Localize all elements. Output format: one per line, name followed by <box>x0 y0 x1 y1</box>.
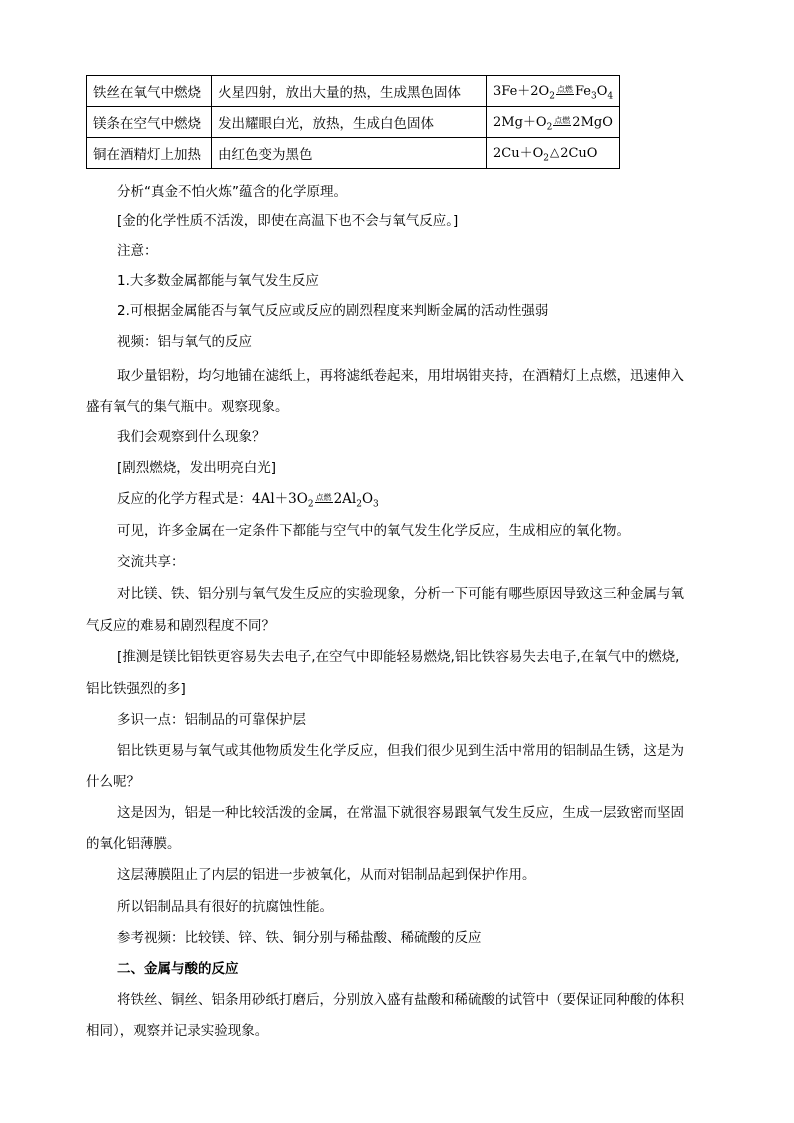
eq-rhs: 2CuO <box>560 146 598 162</box>
phenomenon-cell: 由红色变为黑色 <box>212 138 487 169</box>
equation-cell <box>487 138 620 169</box>
paragraph: 将铁丝、铜丝、铝条用砂纸打磨后，分别放入盛有盐酸和稀硫酸的试管中（要保证同种酸的体积 <box>117 992 684 1008</box>
table-row <box>87 107 620 138</box>
paragraph: 分析“真金不怕火炼”蕴含的化学原理。 <box>117 184 347 200</box>
eq-sub: 2 <box>543 153 549 164</box>
table-row <box>87 138 620 169</box>
eq-rhs: Fe <box>574 84 591 100</box>
equation-line <box>117 490 379 514</box>
phenomenon-cell: 发出耀眼白光，放热，生成白色固体 <box>212 107 487 138</box>
paragraph: 我们会观察到什么现象？ <box>117 429 266 445</box>
paragraph: 气反应的难易和剧烈程度不同？ <box>86 618 275 634</box>
equation-cell <box>487 107 620 138</box>
equation-label: 反应的化学方程式是： <box>117 491 252 507</box>
paragraph: 所以铝制品具有很好的抗腐蚀性能。 <box>117 899 333 915</box>
experiment-cell: 镁条在空气中燃烧 <box>87 107 212 138</box>
paragraph: 参考视频：比较镁、锌、铁、铜分别与稀盐酸、稀硫酸的反应 <box>117 930 482 946</box>
eq-lhs: 4Al＋3O <box>252 491 308 507</box>
eq-rhs-mid: O <box>596 84 608 100</box>
paragraph: 的氧化铝薄膜。 <box>86 836 181 852</box>
eq-sub: 2 <box>356 499 362 510</box>
paragraph: 取少量铝粉，均匀地铺在滤纸上，再将滤纸卷起来，用坩埚钳夹持，在酒精灯上点燃，迅速伸入 <box>117 368 684 384</box>
paragraph: [推测是镁比铝铁更容易失去电子,在空气中即能轻易燃烧,铝比铁容易失去电子,在氧气中的燃烧, <box>117 649 680 665</box>
paragraph: [剧烈燃烧，发出明亮白光] <box>117 460 277 476</box>
section-heading: 二、金属与酸的反应 <box>117 961 239 977</box>
experiment-cell: 铜在酒精灯上加热 <box>87 138 212 169</box>
phenomenon-cell: 火星四射，放出大量的热，生成黑色固体 <box>212 76 487 107</box>
eq-sub: 4 <box>607 91 614 102</box>
eq-sub: 2 <box>307 499 314 510</box>
reaction-condition: 点燃 <box>554 116 571 126</box>
paragraph: 相同），观察并记录实验现象。 <box>86 1023 269 1039</box>
eq-sub: 3 <box>373 499 379 510</box>
eq-sub: 2 <box>549 91 555 102</box>
reaction-table <box>86 75 620 169</box>
eq-rhs: 2MgO <box>572 115 613 131</box>
paragraph: 对比镁、铁、铝分别与氧气发生反应的实验现象，分析一下可能有哪些原因导致这三种金属与氧 <box>117 586 684 602</box>
eq-sub: 2 <box>546 122 553 133</box>
experiment-cell: 铁丝在氧气中燃烧 <box>87 76 212 107</box>
eq-sub: 3 <box>590 91 597 102</box>
paragraph: 多识一点：铝制品的可靠保护层 <box>117 712 306 728</box>
eq-rhs: 2Al <box>333 491 357 507</box>
paragraph: 什么呢？ <box>86 774 140 790</box>
paragraph: 盛有氧气的集气瓶中。观察现象。 <box>86 399 289 415</box>
paragraph: 注意： <box>117 243 158 259</box>
paragraph: 铝比铁更易与氧气或其他物质发生化学反应，但我们很少见到生活中常用的铝制品生锈，这是为 <box>117 743 684 759</box>
eq-rhs-mid: O <box>361 491 374 507</box>
paragraph: 视频：铝与氧气的反应 <box>117 334 252 350</box>
eq-lhs: 3Fe＋2O <box>493 84 550 100</box>
paragraph: 这层薄膜阻止了内层的铝进一步被氧化，从而对铝制品起到保护作用。 <box>117 867 536 883</box>
paragraph: 交流共享： <box>117 554 185 570</box>
reaction-condition: 点燃 <box>556 85 573 95</box>
reaction-condition: 点燃 <box>315 493 332 502</box>
paragraph: 1.大多数金属都能与氧气发生反应 <box>117 273 319 289</box>
paragraph: 铝比铁强烈的多] <box>86 681 186 697</box>
paragraph: 可见，许多金属在一定条件下都能与空气中的氧气发生化学反应，生成相应的氧化物。 <box>117 523 630 539</box>
paragraph: 这是因为，铝是一种比较活泼的金属，在常温下就很容易跟氧气发生反应，生成一层致密而坚固 <box>117 805 684 821</box>
eq-lhs: 2Cu＋O <box>493 146 544 162</box>
table-row <box>87 76 620 107</box>
heating-triangle-icon: △ <box>549 145 560 160</box>
paragraph: [金的化学性质不活泼，即使在高温下也不会与氧气反应。] <box>117 213 459 229</box>
paragraph: 2.可根据金属能否与氧气反应或反应的剧烈程度来判断金属的活动性强弱 <box>117 303 549 319</box>
eq-lhs: 2Mg＋O <box>493 115 547 131</box>
equation-cell <box>487 76 620 107</box>
